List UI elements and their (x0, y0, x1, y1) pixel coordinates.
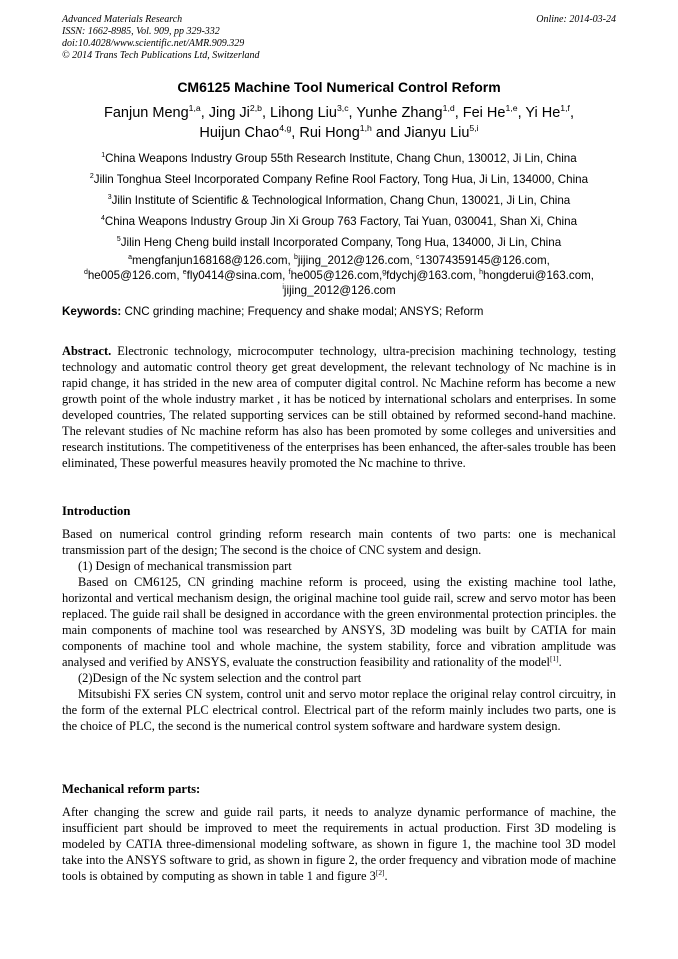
email-line (62, 283, 616, 298)
journal-header (62, 14, 616, 62)
subheading: (1) Design of mechanical transmission part (78, 559, 292, 573)
email-list (62, 253, 616, 298)
author-sep: and (371, 125, 405, 141)
author-name: Jianyu Liu (404, 125, 470, 141)
author-name: Jing Ji (208, 105, 250, 121)
paper-title: CM6125 Machine Tool Numerical Control Reform (177, 79, 501, 95)
email-text: fly0414@sina.com, (186, 269, 289, 282)
author-name: Yi He (525, 105, 561, 121)
affiliation (62, 232, 616, 253)
email-sup: a (128, 254, 133, 262)
author-name: Lihong Liu (270, 105, 337, 121)
author-name: Yunhe Zhang (356, 105, 443, 121)
email-sup: f (288, 269, 291, 277)
keywords-label: Keywords: (62, 305, 122, 318)
author-name: Fanjun Meng (104, 105, 189, 121)
email-text: mengfanjun168168@126.com, (132, 254, 294, 267)
email-sup: i (282, 284, 284, 292)
email-sup: b (293, 254, 298, 262)
paragraph-text: After changing the screw and guide rail parts, it needs to analyze dynamic performance of machine, the insufficient part should be improved to meet the requirements in actual production. First 3D modeling is modeled by CATIA three-dimensional modeling software, as shown in figure 1, the machine tool 3D model take into the ANSYS software to grid, as shown in figure 2, the order frequency and vibration mode of machine tools is obtained by computing as shown in table 1 and figure 3 (62, 805, 616, 883)
paragraph-end: . (384, 869, 388, 883)
affiliation-text: Jilin Heng Cheng build install Incorporated Company, Tong Hua, 134000, Ji Lin, China (120, 236, 562, 249)
author-sup: 3,c (336, 103, 349, 114)
affiliation-list (62, 148, 616, 253)
paragraph (62, 804, 616, 884)
affiliation-sup: 3 (107, 194, 112, 202)
author-sep: , (291, 125, 300, 141)
affiliation-text: Jilin Institute of Scientific & Technological Information, Chang Chun, 130021, Ji Lin, China (111, 194, 571, 207)
online-date: Online: 2014-03-24 (536, 14, 616, 25)
email-sup: e (182, 269, 187, 277)
email-sup: h (479, 269, 483, 277)
affiliation (62, 190, 616, 211)
author-sup: 4,g (279, 123, 292, 134)
author-sup: 5,i (469, 123, 479, 134)
author-sup: 1,d (442, 103, 455, 114)
section-heading-introduction: Introduction (62, 504, 131, 518)
abstract-text: Electronic technology, microcomputer technology, ultra-precision machining technology, testing technology and automatic control theory get great development, the relevant technology of Nc machine is in rapid change, it has strided in the new area of computer digital control. Nc Machine reform has become a new growth point of the whole industry market , it has be noticed by international scholars and enterprises. In some developed countries, The related supporting services can be still obtained by reformed second-hand machine. The relevant studies of Nc machine reform has also has been promoted by some colleges and universities and research institutions. The competitiveness of the enterprises has been enhanced, the after-sales trouble has been eliminated, These powerful measures heavily promoted the Nc machine to thrive. (62, 344, 616, 470)
author-sep: , (517, 105, 526, 121)
author-sep: , (348, 105, 357, 121)
author-sep: , (200, 105, 209, 121)
affiliation (62, 148, 616, 169)
keywords-text: CNC grinding machine; Frequency and shake modal; ANSYS; Reform (121, 305, 484, 318)
subheading: (2)Design of the Nc system selection and the control part (78, 671, 362, 685)
keywords (62, 305, 616, 318)
paragraph-end: . (558, 655, 562, 669)
email-line (62, 268, 616, 283)
mechanical-body (62, 804, 616, 884)
affiliation (62, 211, 616, 232)
paragraph: Based on numerical control grinding reform research main contents of two parts: one is mechanical transmission part of the design; The second is the choice of CNC system and design. (62, 527, 616, 557)
abstract (62, 343, 616, 471)
journal-copyright: © 2014 Trans Tech Publications Ltd, Switzerland (62, 50, 260, 61)
citation: [1] (549, 653, 559, 663)
author-sup: 1,e (505, 103, 518, 114)
author-sep: , (569, 105, 574, 121)
author-list (62, 103, 616, 143)
journal-doi: doi:10.4028/www.scientific.net/AMR.909.329 (62, 38, 245, 49)
citation: [2] (375, 867, 385, 877)
abstract-label: Abstract. (62, 344, 112, 358)
affiliation-sup: 1 (101, 152, 106, 160)
affiliation (62, 169, 616, 190)
paragraph (62, 574, 616, 670)
author-name: Huijun Chao (199, 125, 280, 141)
paragraph-text: Based on CM6125, CN grinding machine reform is proceed, using the existing machine tool lathe, horizontal and vertical mechanism design, the original machine tool guide rail, screw and servo motor has been replaced. The guide rail shall be designed in accordance with the green environmental protection principles. the main components of machine tool was researched by ANSYS, 3D modeling was built by CATIA for main components of machine tool and whole machine, the system stability, force and vibration amplitude was analysed and verified by ANSYS, evaluate the construction feasibility and rationality of the model (62, 575, 616, 669)
affiliation-sup: 4 (100, 215, 105, 223)
email-sup: g (382, 269, 387, 277)
journal-issn: ISSN: 1662-8985, Vol. 909, pp 329-332 (62, 26, 220, 37)
affiliation-sup: 5 (116, 236, 121, 244)
affiliation-text: Jilin Tonghua Steel Incorporated Company Refine Rool Factory, Tong Hua, Ji Lin, 134000, China (93, 173, 589, 186)
author-sep: , (261, 105, 271, 121)
affiliation-sup: 2 (89, 173, 94, 181)
journal-name: Advanced Materials Research (62, 14, 183, 25)
email-line (62, 253, 616, 268)
email-text: hongderui@163.com, (483, 269, 595, 282)
email-sup: c (415, 254, 420, 262)
author-name: Rui Hong (299, 125, 360, 141)
affiliation-text: China Weapons Industry Group Jin Xi Group 763 Factory, Tai Yuan, 030041, Shan Xi, China (104, 215, 578, 228)
author-sep: , (454, 105, 463, 121)
email-text: he005@126.com, (87, 269, 183, 282)
email-text: jijing_2012@126.com (283, 284, 396, 297)
section-heading-mechanical: Mechanical reform parts: (62, 782, 201, 796)
email-text: jijing_2012@126.com, (297, 254, 416, 267)
email-text: he005@126.com, (290, 269, 383, 282)
author-sup: 2,b (249, 103, 262, 114)
introduction-body (62, 526, 616, 734)
author-name: Fei He (462, 105, 506, 121)
author-sup: 1,h (359, 123, 372, 134)
author-sup: 1,a (188, 103, 201, 114)
author-sup: 1,f (560, 103, 570, 114)
email-sup: d (83, 269, 88, 277)
email-text: fdychj@163.com, (386, 269, 480, 282)
email-text: 13074359145@126.com, (419, 254, 550, 267)
affiliation-text: China Weapons Industry Group 55th Research Institute, Chang Chun, 130012, Ji Lin, China (105, 152, 577, 165)
paragraph: Mitsubishi FX series CN system, control unit and servo motor replace the original relay control circuitry, in the form of the external PLC electrical control. Electrical part of the reform mainly includes two parts, one is the choice of PLC, the second is the numerical control system software and hardware system design. (62, 687, 616, 733)
